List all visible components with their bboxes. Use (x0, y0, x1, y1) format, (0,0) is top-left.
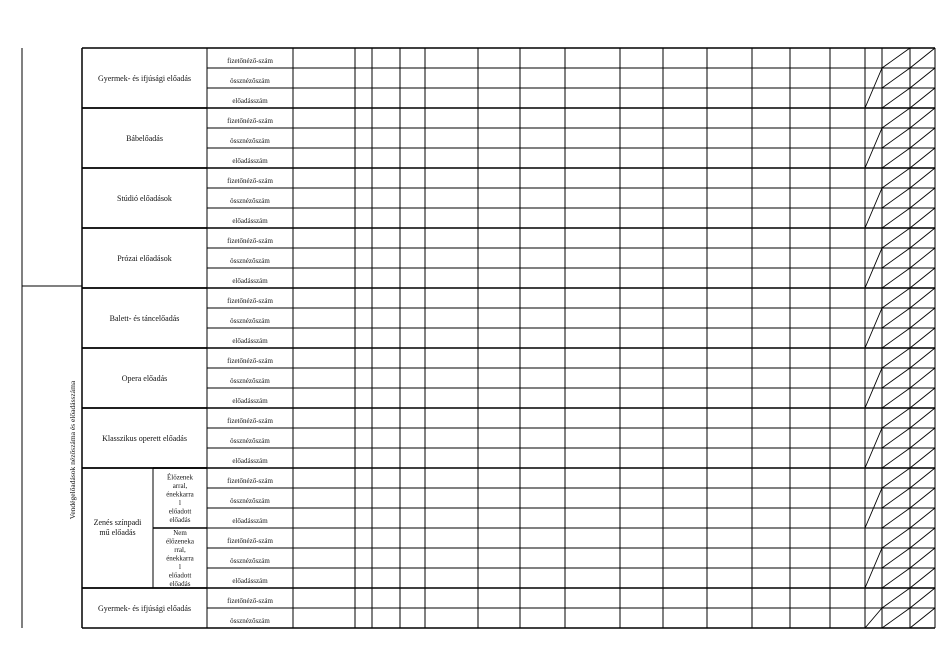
diagonal-strike (865, 608, 882, 628)
row-label: fizetőnéző-szám (227, 417, 273, 425)
diagonal-strike (910, 288, 935, 308)
diagonal-strike (882, 348, 910, 368)
diagonal-strike (882, 448, 910, 468)
row-label: előadásszám (232, 577, 268, 585)
diagonal-strike (882, 548, 910, 568)
diagonal-strike (882, 68, 910, 88)
group-label: Zenés színpadi mű előadás (93, 518, 142, 537)
diagonal-strike (910, 268, 935, 288)
diagonal-strike (910, 348, 935, 368)
diagonal-strike (910, 68, 935, 88)
row-label: előadásszám (232, 337, 268, 345)
diagonal-strike (882, 248, 910, 268)
group-label: Gyermek- és ifjúsági előadás (97, 604, 192, 613)
diagonal-strike (910, 488, 935, 508)
diagonal-strike (882, 48, 910, 68)
diagonal-strike (882, 188, 910, 208)
diagonal-strike (882, 428, 910, 448)
subgroup-label: Élőzenek arral, énekkarra l előadott előadás (166, 473, 194, 524)
row-label: fizetőnéző-szám (227, 297, 273, 305)
diagonal-strike (910, 548, 935, 568)
diagonal-strike (910, 428, 935, 448)
diagonal-strike (882, 148, 910, 168)
diagonal-strike (910, 108, 935, 128)
diagonal-strike (882, 108, 910, 128)
row-label: előadásszám (232, 457, 268, 465)
diagonal-strike (882, 88, 910, 108)
group-label: Klasszikus operett előadás (102, 434, 187, 443)
diagonal-strike (910, 448, 935, 468)
diagonal-strike (882, 168, 910, 188)
diagonal-strike (910, 408, 935, 428)
diagonal-strike (910, 388, 935, 408)
group-label: Stúdió előadások (117, 194, 172, 203)
group-label: Opera előadás (121, 374, 168, 383)
diagonal-strike (910, 248, 935, 268)
row-label: össznézőszám (230, 137, 270, 145)
group-label: Prózai előadások (117, 254, 172, 263)
row-label: fizetőnéző-szám (227, 597, 273, 605)
subgroup-label: Nem élőzeneka rral, énekkarra l előadott előadás (166, 529, 194, 588)
diagonal-strike (910, 568, 935, 588)
row-label: előadásszám (232, 157, 268, 165)
diagonal-strike (910, 148, 935, 168)
row-label: előadásszám (232, 97, 268, 105)
diagonal-strike (882, 308, 910, 328)
row-label: fizetőnéző-szám (227, 177, 273, 185)
diagonal-strike (882, 608, 910, 628)
group-label: Balett- és táncelőadás (109, 314, 180, 323)
diagonal-strike (882, 328, 910, 348)
row-label: előadásszám (232, 217, 268, 225)
diagonal-strike (882, 368, 910, 388)
diagonal-strike (882, 288, 910, 308)
diagonal-strike (882, 228, 910, 248)
diagonal-strike (882, 588, 910, 608)
diagonal-strike (910, 88, 935, 108)
side-section-label: Vendégelőadások nézőszáma és előadásszáma (68, 380, 77, 520)
diagonal-strike (882, 508, 910, 528)
diagonal-strike (910, 468, 935, 488)
diagonal-strike (910, 508, 935, 528)
group-label: Gyermek- és ifjúsági előadás (97, 74, 192, 83)
diagonal-strike (882, 388, 910, 408)
diagonal-strike (882, 488, 910, 508)
diagonal-strike (910, 588, 935, 608)
diagonal-strike (910, 228, 935, 248)
diagonal-strike (882, 128, 910, 148)
row-label: össznézőszám (230, 377, 270, 385)
diagonal-strike (882, 468, 910, 488)
diagonal-strike (910, 608, 935, 628)
row-label: fizetőnéző-szám (227, 537, 273, 545)
diagonal-strike (882, 528, 910, 548)
row-label: össznézőszám (230, 557, 270, 565)
row-label: össznézőszám (230, 617, 270, 625)
diagonal-strike (910, 528, 935, 548)
row-label: össznézőszám (230, 197, 270, 205)
row-label: előadásszám (232, 517, 268, 525)
diagonal-strike (882, 208, 910, 228)
diagonal-strike (910, 168, 935, 188)
diagonal-strike (910, 308, 935, 328)
diagonal-strike (910, 188, 935, 208)
diagonal-strike (910, 128, 935, 148)
diagonal-strike (882, 408, 910, 428)
diagonal-strike (882, 268, 910, 288)
row-label: össznézőszám (230, 497, 270, 505)
row-label: fizetőnéző-szám (227, 477, 273, 485)
row-label: fizetőnéző-szám (227, 357, 273, 365)
row-label: össznézőszám (230, 77, 270, 85)
diagonal-strike (910, 48, 935, 68)
diagonal-strike (910, 208, 935, 228)
row-label: fizetőnéző-szám (227, 237, 273, 245)
diagonal-strike (882, 568, 910, 588)
diagonal-strike (910, 328, 935, 348)
group-label: Bábelőadás (126, 134, 163, 143)
row-label: fizetőnéző-szám (227, 117, 273, 125)
row-label: össznézőszám (230, 317, 270, 325)
row-label: előadásszám (232, 277, 268, 285)
diagonal-strike (910, 368, 935, 388)
row-label: előadásszám (232, 397, 268, 405)
row-label: fizetőnéző-szám (227, 57, 273, 65)
row-label: össznézőszám (230, 257, 270, 265)
row-label: össznézőszám (230, 437, 270, 445)
